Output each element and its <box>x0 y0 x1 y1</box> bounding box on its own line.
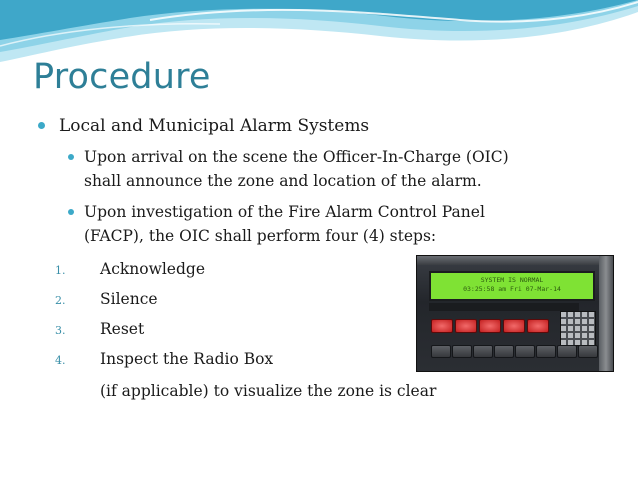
panel-lcd-display <box>429 271 595 301</box>
sub-bullet-investigation <box>68 200 588 248</box>
panel-grey-button <box>431 345 451 358</box>
bullet-text: Local and Municipal Alarm Systems <box>59 116 370 136</box>
step-number: 3. <box>55 324 66 337</box>
sub-bullet-line: (FACP), the OIC shall perform four (4) steps: <box>84 227 437 245</box>
panel-grey-button <box>578 345 598 358</box>
step-number: 1. <box>55 264 66 277</box>
panel-red-button <box>455 319 477 333</box>
panel-grey-button <box>557 345 577 358</box>
step-number: 2. <box>55 294 66 307</box>
sub-bullet-line: Upon investigation of the Fire Alarm Control Panel <box>84 203 485 221</box>
sub-bullet-line: Upon arrival on the scene the Officer-In-Charge (OIC) <box>84 148 509 166</box>
panel-grey-button <box>494 345 514 358</box>
lcd-line-2: 03:25:58 am Fri 07-Mar-14 <box>463 285 561 293</box>
step-number: 4. <box>55 354 66 367</box>
step-label: Inspect the Radio Box <box>100 350 274 368</box>
panel-grey-button <box>473 345 493 358</box>
panel-red-button <box>503 319 525 333</box>
panel-red-button <box>527 319 549 333</box>
panel-grey-button <box>536 345 556 358</box>
slide-title: Procedure <box>33 57 211 97</box>
lcd-line-1: SYSTEM IS NORMAL <box>480 276 544 284</box>
panel-keypad <box>560 311 596 346</box>
panel-label-strip <box>429 303 579 311</box>
panel-red-button <box>431 319 453 333</box>
step-label: Silence <box>100 290 158 308</box>
step-label: Acknowledge <box>100 260 205 278</box>
sub-bullet-line: shall announce the zone and location of the alarm. <box>84 172 482 190</box>
facp-panel-image <box>416 255 614 372</box>
panel-grey-button <box>515 345 535 358</box>
sub-bullet-arrival <box>68 145 588 193</box>
panel-side-bracket <box>599 256 613 371</box>
step-4-continuation: (if applicable) to visualize the zone is clear <box>100 382 437 400</box>
panel-top-edge <box>417 256 613 265</box>
step-label: Reset <box>100 320 145 338</box>
panel-red-button <box>479 319 501 333</box>
panel-grey-button <box>452 345 472 358</box>
bullet-dot-icon <box>68 154 74 160</box>
bullet-dot-icon <box>38 122 45 129</box>
bullet-dot-icon <box>68 209 74 215</box>
